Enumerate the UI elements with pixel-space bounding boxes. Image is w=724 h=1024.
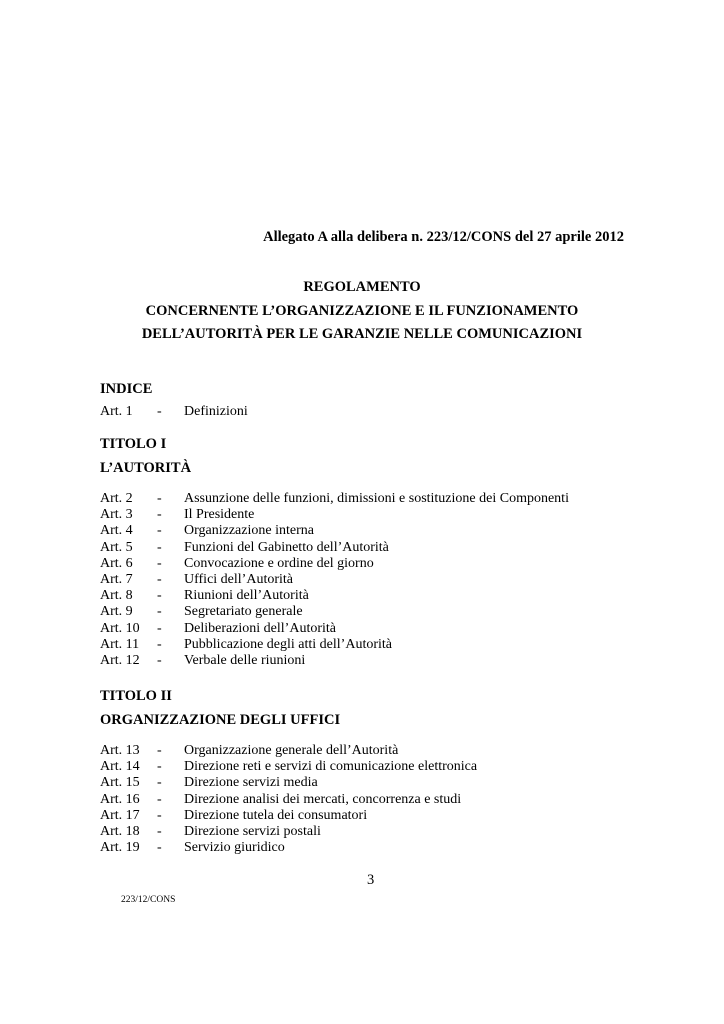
article-title: Direzione servizi media xyxy=(184,775,318,791)
article-title: Verbale delle riunioni xyxy=(184,652,306,668)
art-number: Art. 13 xyxy=(100,743,140,758)
separator-dash: - xyxy=(157,775,162,791)
article-title: Organizzazione generale dell’Autorità xyxy=(184,743,399,758)
article-title: Direzione tutela dei consumatori xyxy=(184,807,368,823)
toc-row xyxy=(100,556,640,572)
article-title: Riunioni dell’Autorità xyxy=(184,588,309,604)
title-line-2: CONCERNENTE L’ORGANIZZAZIONE E IL FUNZIONAMENTO xyxy=(145,303,579,319)
art-number: Art. 2 xyxy=(100,491,133,506)
separator-dash: - xyxy=(157,404,162,419)
art-number: Art. 5 xyxy=(100,539,133,555)
title-line-3: DELL’AUTORITÀ PER LE GARANZIE NELLE COMUNICAZIONI xyxy=(141,326,583,342)
toc-row xyxy=(100,604,640,620)
separator-dash: - xyxy=(157,807,162,823)
separator-dash: - xyxy=(157,604,162,620)
toc-row xyxy=(100,840,640,856)
article-title: Assunzione delle funzioni, dimissioni e sostituzione dei Componenti xyxy=(184,491,569,506)
separator-dash: - xyxy=(157,507,162,523)
titolo-2-label: TITOLO II xyxy=(100,688,172,704)
article-title: Pubblicazione degli atti dell’Autorità xyxy=(184,636,392,652)
titolo-1-name: L’AUTORITÀ xyxy=(100,460,192,476)
separator-dash: - xyxy=(157,791,162,807)
toc-row xyxy=(100,653,640,669)
separator-dash: - xyxy=(157,823,162,839)
separator-dash: - xyxy=(157,652,162,668)
toc-row xyxy=(100,404,640,420)
separator-dash: - xyxy=(157,840,162,856)
toc-row xyxy=(100,572,640,588)
art-number: Art. 19 xyxy=(100,840,140,856)
separator-dash: - xyxy=(157,743,162,758)
toc-row xyxy=(100,588,640,604)
toc-row xyxy=(100,824,640,840)
article-title: Direzione analisi dei mercati, concorrenza e studi xyxy=(184,791,462,807)
separator-dash: - xyxy=(157,588,162,604)
separator-dash: - xyxy=(157,759,162,775)
article-title: Direzione servizi postali xyxy=(184,823,321,839)
index-list xyxy=(100,404,640,420)
titolo-1-list xyxy=(100,491,640,669)
art-number: Art. 6 xyxy=(100,555,133,571)
toc-row xyxy=(100,743,640,759)
page-number: 3 xyxy=(367,872,375,888)
article-title: Uffici dell’Autorità xyxy=(184,571,293,587)
titolo-2-list xyxy=(100,743,640,856)
article-title: Funzioni del Gabinetto dell’Autorità xyxy=(184,539,389,555)
index-heading: INDICE xyxy=(100,381,153,397)
art-number: Art. 3 xyxy=(100,507,133,523)
separator-dash: - xyxy=(157,636,162,652)
art-number: Art. 10 xyxy=(100,620,140,636)
footer-reference: 223/12/CONS xyxy=(121,895,176,905)
separator-dash: - xyxy=(157,539,162,555)
art-number: Art. 1 xyxy=(100,404,133,419)
separator-dash: - xyxy=(157,523,162,539)
separator-dash: - xyxy=(157,620,162,636)
article-title: Servizio giuridico xyxy=(184,840,285,856)
article-title: Il Presidente xyxy=(184,507,255,523)
art-number: Art. 16 xyxy=(100,791,140,807)
toc-row xyxy=(100,775,640,791)
art-number: Art. 9 xyxy=(100,604,133,620)
article-title: Segretariato generale xyxy=(184,604,303,620)
titolo-1-label: TITOLO I xyxy=(100,436,167,452)
toc-row xyxy=(100,507,640,523)
toc-row xyxy=(100,808,640,824)
toc-row xyxy=(100,637,640,653)
separator-dash: - xyxy=(157,555,162,571)
attachment-line: Allegato A alla delibera n. 223/12/CONS del 27 aprile 2012 xyxy=(263,229,624,245)
toc-row xyxy=(100,621,640,637)
toc-row xyxy=(100,491,640,507)
title-line-1: REGOLAMENTO xyxy=(303,279,421,295)
article-title: Definizioni xyxy=(184,404,248,419)
art-number: Art. 17 xyxy=(100,807,140,823)
art-number: Art. 18 xyxy=(100,823,140,839)
article-title: Deliberazioni dell’Autorità xyxy=(184,620,336,636)
art-number: Art. 4 xyxy=(100,523,133,539)
separator-dash: - xyxy=(157,571,162,587)
article-title: Direzione reti e servizi di comunicazione elettronica xyxy=(184,759,478,775)
toc-row xyxy=(100,759,640,775)
art-number: Art. 12 xyxy=(100,652,140,668)
art-number: Art. 7 xyxy=(100,571,133,587)
article-title: Organizzazione interna xyxy=(184,523,314,539)
toc-row xyxy=(100,792,640,808)
toc-row xyxy=(100,540,640,556)
article-title: Convocazione e ordine del giorno xyxy=(184,555,374,571)
titolo-2-name: ORGANIZZAZIONE DEGLI UFFICI xyxy=(100,712,341,728)
art-number: Art. 11 xyxy=(100,636,140,652)
toc-row xyxy=(100,523,640,539)
art-number: Art. 8 xyxy=(100,588,133,604)
art-number: Art. 15 xyxy=(100,775,140,791)
art-number: Art. 14 xyxy=(100,759,140,775)
separator-dash: - xyxy=(157,491,162,506)
